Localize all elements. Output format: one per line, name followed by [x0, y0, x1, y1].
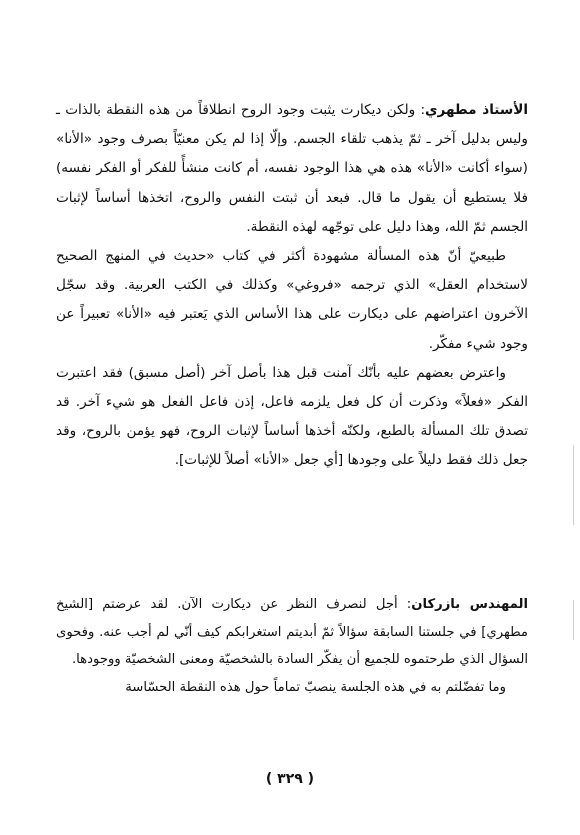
paragraph-continuation: [56, 674, 528, 702]
margin-mark: [573, 445, 574, 525]
paragraph-text: واعترض بعضهم عليه بأنّك آمنت قبل هذا بأصل آخر (أصل مسبق) فقد اعتبرت الفكر «فعلاً» وذكرت أن كل فعل يلزمه فاعل، إذن فاعل الفعل هو شيء آخر. قد تصدق تلك المسألة بالطبع، ولكنّه أخذها أساساً لإثبات الروح، فهو يؤمن بالروح، وقد جعل ذلك فقط دليلاً على وجودها [أي جعل «الأنا» أصلاً للإثبات].: [56, 364, 528, 469]
paragraph-text: : ولكن ديكارت يثبت وجود الروح انطلاقاً من هذه النقطة بالذات ـ وليس بدليل آخر ـ ثمّ يذهب تلقاء الجسم. وإلّا إذا لم يكن معنيّاً بصرف وجود «الأنا» (سواء أكانت «الأنا» هذه هي هذا الوجود نفسه، أم كانت منشأً للفكر أو الفكر نفسه) فلا يستطيع أن يقول ما قال. فبعد أن ثبتت النفس والروح، اتخذها أساساً لإثبات الجسم ثمّ الله، وهذا دليل على توجّهه لهذه النقطة.: [56, 102, 528, 235]
paragraph-motahhari: [56, 96, 528, 242]
speaker-name: الأستاذ مطهري: [425, 102, 528, 118]
page-number: ( ٣٢٩ ): [265, 771, 315, 787]
paragraph-text: طبيعيّ أنّ هذه المسألة مشهودة أكثر في كتاب «حديث في المنهج الصحيح لاستخدام العقل» الذي ترجمه «فروغي» وكذلك في الكتب العربية. وقد سجّل الآخرون اعتراضهم على ديكارت على هذا الأساس الذي يَعتبر فيه «الأنا» تعبيراً عن وجود شيء مفكّر.: [56, 248, 528, 352]
paragraph-book-reference: [56, 242, 528, 359]
main-text-block: [56, 96, 528, 476]
paragraph-bazargan: [56, 591, 528, 674]
secondary-text-block: [56, 591, 528, 701]
paragraph-objection: [56, 359, 528, 476]
paragraph-text: : أجل لنصرف النظر عن ديكارت الآن. لقد عرضتم [الشيخ مطهري] في جلستنا السابقة سؤالاً ثمّ أبديتم استغرابكم كيف أنّي لم أجب عنه. وفحوى السؤال الذي طرحتموه للجميع أن يفكّر السادة بالشخصيّة ومعنى الشخصيّة ووجودها.: [56, 597, 528, 667]
speaker-name: المهندس بازركان: [411, 597, 528, 612]
paragraph-text: وما تفضّلتم به في هذه الجلسة ينصبّ تماماً حول هذه النقطة الحسّاسة: [125, 679, 506, 695]
margin-mark: [573, 600, 574, 640]
